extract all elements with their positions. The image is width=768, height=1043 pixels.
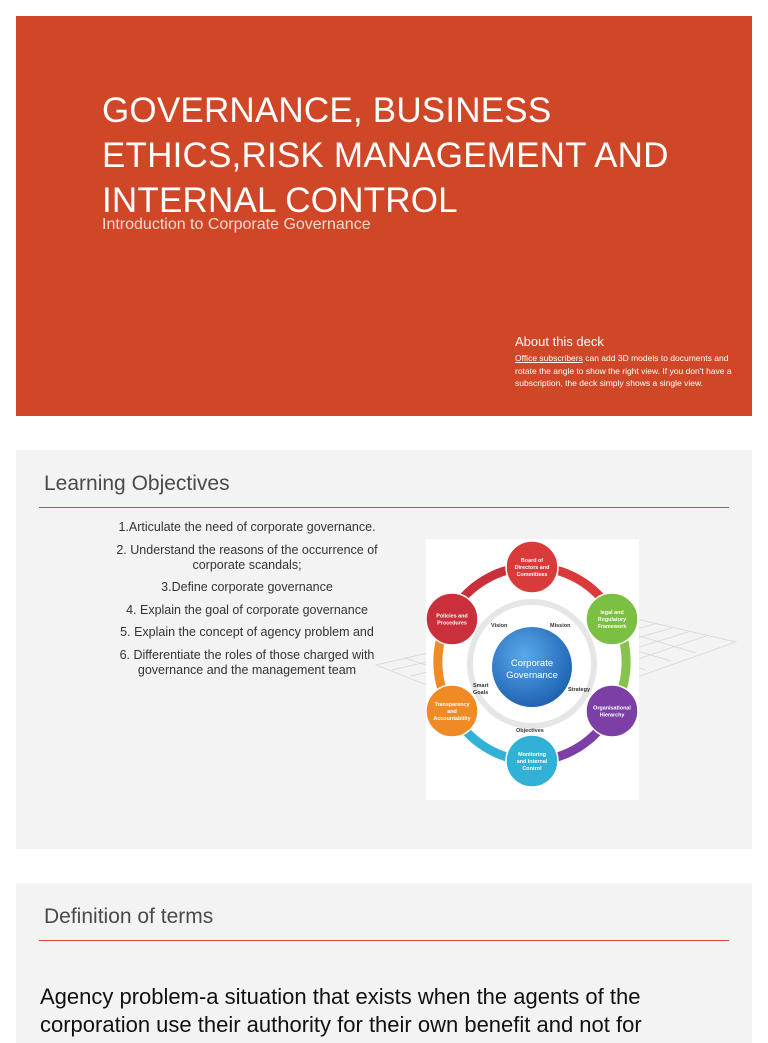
office-subscribers-link[interactable]: Office subscribers [515,353,583,363]
diagram-node-label: and Internal [516,759,548,765]
diagram-canvas [426,539,639,800]
diagram-node-label: Regulatory [597,617,627,623]
diagram-node-label: legal and [600,609,624,616]
diagram-node-label: Policies and [436,613,468,620]
objective-item: 5. Explain the concept of agency problem and [120,625,374,640]
about-deck-box [515,334,740,390]
heading-divider [39,507,729,508]
learning-objectives-slide [16,450,752,849]
objective-item: 6. Differentiate the roles of those charged with governance and the management team [119,647,375,677]
objective-item: 3.Define corporate governance [161,580,333,595]
agency-problem-definition: Agency problem-a situation that exists when the agents of the corporation use their authority for their own benefit and not for [40,984,642,1037]
objective-item: 1.Articulate the need of corporate governance. [118,520,376,534]
objectives-list [102,520,392,686]
diagram-node [426,593,478,645]
corporate-governance-diagram [426,539,639,800]
slide-heading: Learning Objectives [44,472,230,495]
diagram-node-label: Hierarchy [599,712,625,719]
diagram-node-label: Transparency [434,701,470,708]
center-label-line2: Governance [506,670,558,681]
diagram-node-label: Committees [516,572,548,579]
smart-goals-label-line1: Smart [473,683,489,689]
title-slide [16,16,752,416]
diagram-node-label: and [447,709,457,715]
objective-item: 4. Explain the goal of corporate governance [126,602,368,617]
mission-label: Mission [550,623,571,629]
diagram-node [506,735,558,787]
definition-of-terms-slide [16,883,752,1043]
diagram-node [586,593,638,645]
diagram-node-label: Accountability [433,716,471,723]
smart-goals-label-line2: Goals [473,690,489,696]
about-deck-heading: About this deck [515,334,604,349]
vision-label: Vision [491,623,508,629]
diagram-node [586,685,638,737]
diagram-node-label: Procedures [437,620,467,627]
deck-title: GOVERNANCE, BUSINESS ETHICS,RISK MANAGEMENT AND INTERNAL CONTROL [102,91,669,220]
diagram-node-label: Control [522,766,542,773]
about-deck-body [515,352,740,390]
diagram-node-label: Monitoring [518,751,546,758]
strategy-label: Strategy [568,687,591,693]
objective-item: 2. Understand the reasons of the occurrence of corporate scandals; [116,542,378,572]
diagram-node [506,541,558,593]
diagram-node [426,685,478,737]
heading-divider [39,940,729,941]
center-label-line1: Corporate [510,658,554,669]
deck-subtitle: Introduction to Corporate Governance [102,216,371,233]
diagram-node-label: Board of [520,557,544,564]
objectives-label: Objectives [516,728,544,734]
about-deck-text: can add 3D models to documents and rotate the angle to show the right view. If you don't have a subscription, the deck simply shows a single view. [515,353,732,388]
diagram-node-label: Framework [597,624,627,631]
diagram-node-label: Organisational [593,705,631,712]
diagram-node-label: Directors and [514,565,550,571]
slide-heading: Definition of terms [44,905,214,928]
